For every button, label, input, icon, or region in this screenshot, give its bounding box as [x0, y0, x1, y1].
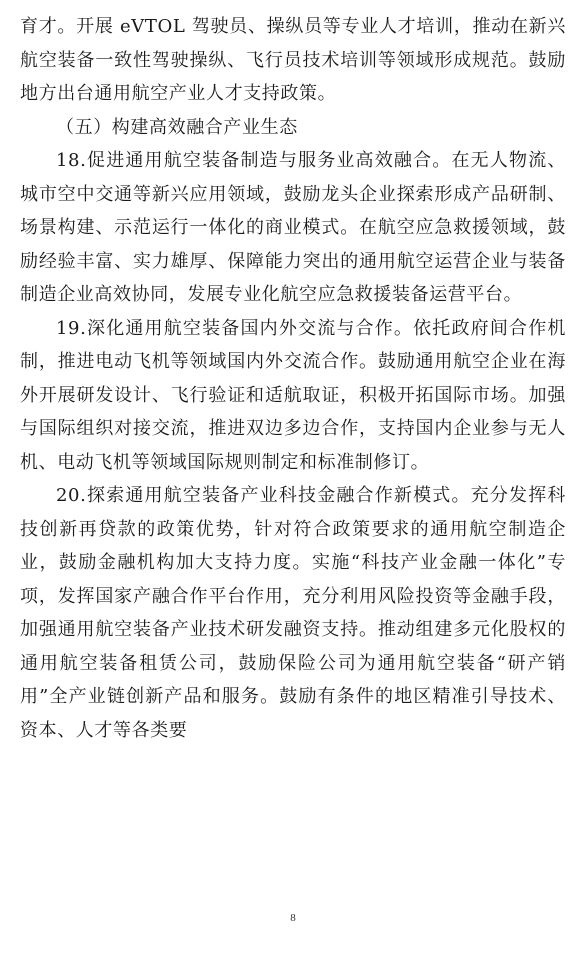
paragraph-20: 20.探索通用航空装备产业科技金融合作新模式。充分发挥科技创新再贷款的政策优势，针对符合政策要求的通用航空制造企业，鼓励金融机构加大支持力度。实施“科技产业金融一体化”专项，发挥国家产融合作平台作用，充分利用风险投资等金融手段，加强通用航空装备产业技术研发融资支持。推动组建多元化股权的通用航空装备租赁公司，鼓励保险公司为通用航空装备“研产销用”全产业链创新产品和服务。鼓励有条件的地区精准引导技术、资本、人才等各类要	[20, 485, 566, 741]
paragraph-19: 19.深化通用航空装备国内外交流与合作。依托政府间合作机制，推进电动飞机等领域国内外交流合作。鼓励通用航空企业在海外开展研发设计、飞行验证和适航取证，积极开拓国际市场。加强与国际组织对接交流，推进双边多边合作，支持国内企业参与无人机、电动飞机等领域国际规则制定和标准制修订。	[20, 317, 566, 473]
page-number: 8	[290, 912, 296, 924]
paragraph-talent-training: 育才。开展 eVTOL 驾驶员、操纵员等专业人才培训，推动在新兴航空装备一致性驾驶操纵、飞行员技术培训等领域形成规范。鼓励地方出台通用航空产业人才支持政策。	[20, 16, 566, 104]
paragraph-18: 18.促进通用航空装备制造与服务业高效融合。在无人物流、城市空中交通等新兴应用领域，鼓励龙头企业探索形成产品研制、场景构建、示范运行一体化的商业模式。在航空应急救援领域，鼓励经验丰富、实力雄厚、保障能力突出的通用航空运营企业与装备制造企业高效协同，发展专业化航空应急救援装备运营平台。	[20, 150, 566, 305]
section-heading-5: （五）构建高效融合产业生态	[56, 116, 298, 138]
document-body	[20, 10, 566, 747]
